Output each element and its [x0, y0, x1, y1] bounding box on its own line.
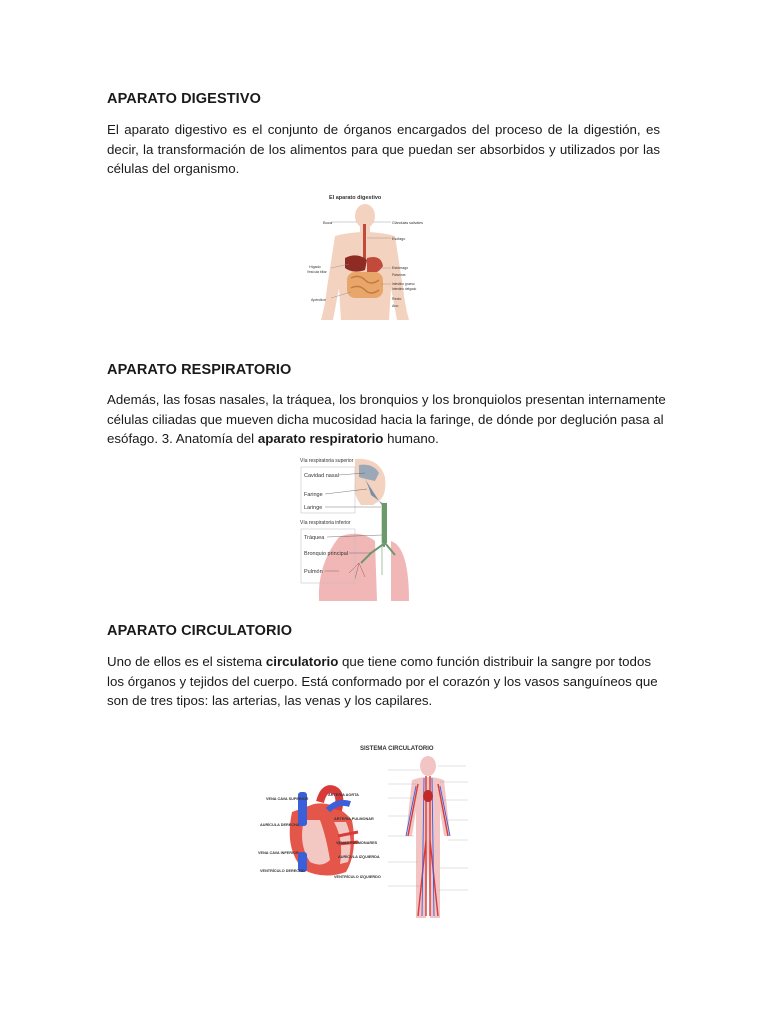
label-vesicula: Vesícula biliar: [307, 270, 327, 274]
label-esofago: Esófago: [392, 237, 406, 241]
heart-illustration: [290, 789, 358, 875]
label-ventriculo-izquierdo: VENTRÍCULO IZQUIERDO: [334, 875, 381, 879]
label-arteria-aorta: ARTERIA AORTA: [328, 793, 359, 797]
label-laringe: Laringe: [304, 505, 323, 511]
label-glandulas: Glándulas salivales: [392, 221, 423, 225]
label-via-superior: Vía respiratoria superior: [300, 458, 354, 464]
label-traquea: Tráquea: [304, 535, 325, 541]
section-title-circulatorio: APARATO CIRCULATORIO: [107, 623, 293, 639]
section-body-respiratorio: Además, las fosas nasales, la tráquea, los bronquios y los bronquiolos presentan internamente células ciliadas que mueven dicha mucosidad hacia la faringe, de dónde por deglución pasa al esófago. 3. Anatomía del aparato respiratorio humano.: [107, 392, 666, 446]
figure-digestive-system: [305, 188, 425, 323]
label-vena-cava-inferior: VENA CAVA INFERIOR: [258, 851, 299, 855]
figure-title: El aparato digestivo: [329, 195, 382, 201]
label-auricula-izquierda: AURÍCULA IZQUIERDA: [338, 855, 380, 859]
label-venas-pulmonares: VENAS PULMONARES: [336, 841, 378, 845]
label-pancreas: Páncreas: [392, 273, 406, 277]
label-ano: Ano: [392, 304, 399, 308]
label-vena-cava-superior: VENA CAVA SUPERIOR: [266, 797, 309, 801]
body-illustration: [406, 756, 450, 918]
label-intestino-grueso: Intestino grueso: [392, 282, 415, 286]
label-ventriculo-derecho: VENTRÍCULO DERECHO: [260, 869, 305, 873]
label-estomago: Estómago: [392, 266, 409, 270]
label-apendice: Apéndice: [311, 298, 326, 302]
label-boca: Boca: [323, 220, 333, 225]
label-higado: Hígado: [309, 265, 321, 269]
label-bronquio: Bronquio principal: [304, 551, 349, 557]
label-recto: Recto: [392, 297, 402, 301]
section-title-digestivo: APARATO DIGESTIVO: [107, 91, 261, 107]
section-body-digestivo: El aparato digestivo es el conjunto de órganos encargados del proceso de la digestión, es decir, la transformación de los alimentos para que puedan ser absorbidos y utilizados por las células del organismo.: [107, 122, 660, 176]
label-faringe: Faringe: [304, 492, 323, 498]
label-pulmon: Pulmón: [304, 569, 323, 575]
label-cavidad-nasal: Cavidad nasal: [304, 473, 339, 479]
figure-respiratory-system: [299, 455, 411, 605]
label-via-inferior: Vía respiratoria inferior: [300, 520, 351, 526]
section-body-circulatorio: Uno de ellos es el sistema circulatorio que tiene como función distribuir la sangre por todos los órganos y tejidos del cuerpo. Está conformado por el corazón y los vasos sanguíneos que son de tres tipos: las arterias, las venas y los capilares.: [107, 654, 658, 708]
figure-title: SISTEMA CIRCULATORIO: [360, 746, 434, 752]
section-title-respiratorio: APARATO RESPIRATORIO: [107, 362, 292, 378]
label-auricula-derecha: AURÍCULA DERECHA: [260, 823, 300, 827]
label-intestino-delgado: Intestino delgado: [392, 287, 417, 291]
figure-circulatory-system: [254, 740, 486, 925]
label-arteria-pulmonar: ARTERIA PULMONAR: [334, 817, 374, 821]
